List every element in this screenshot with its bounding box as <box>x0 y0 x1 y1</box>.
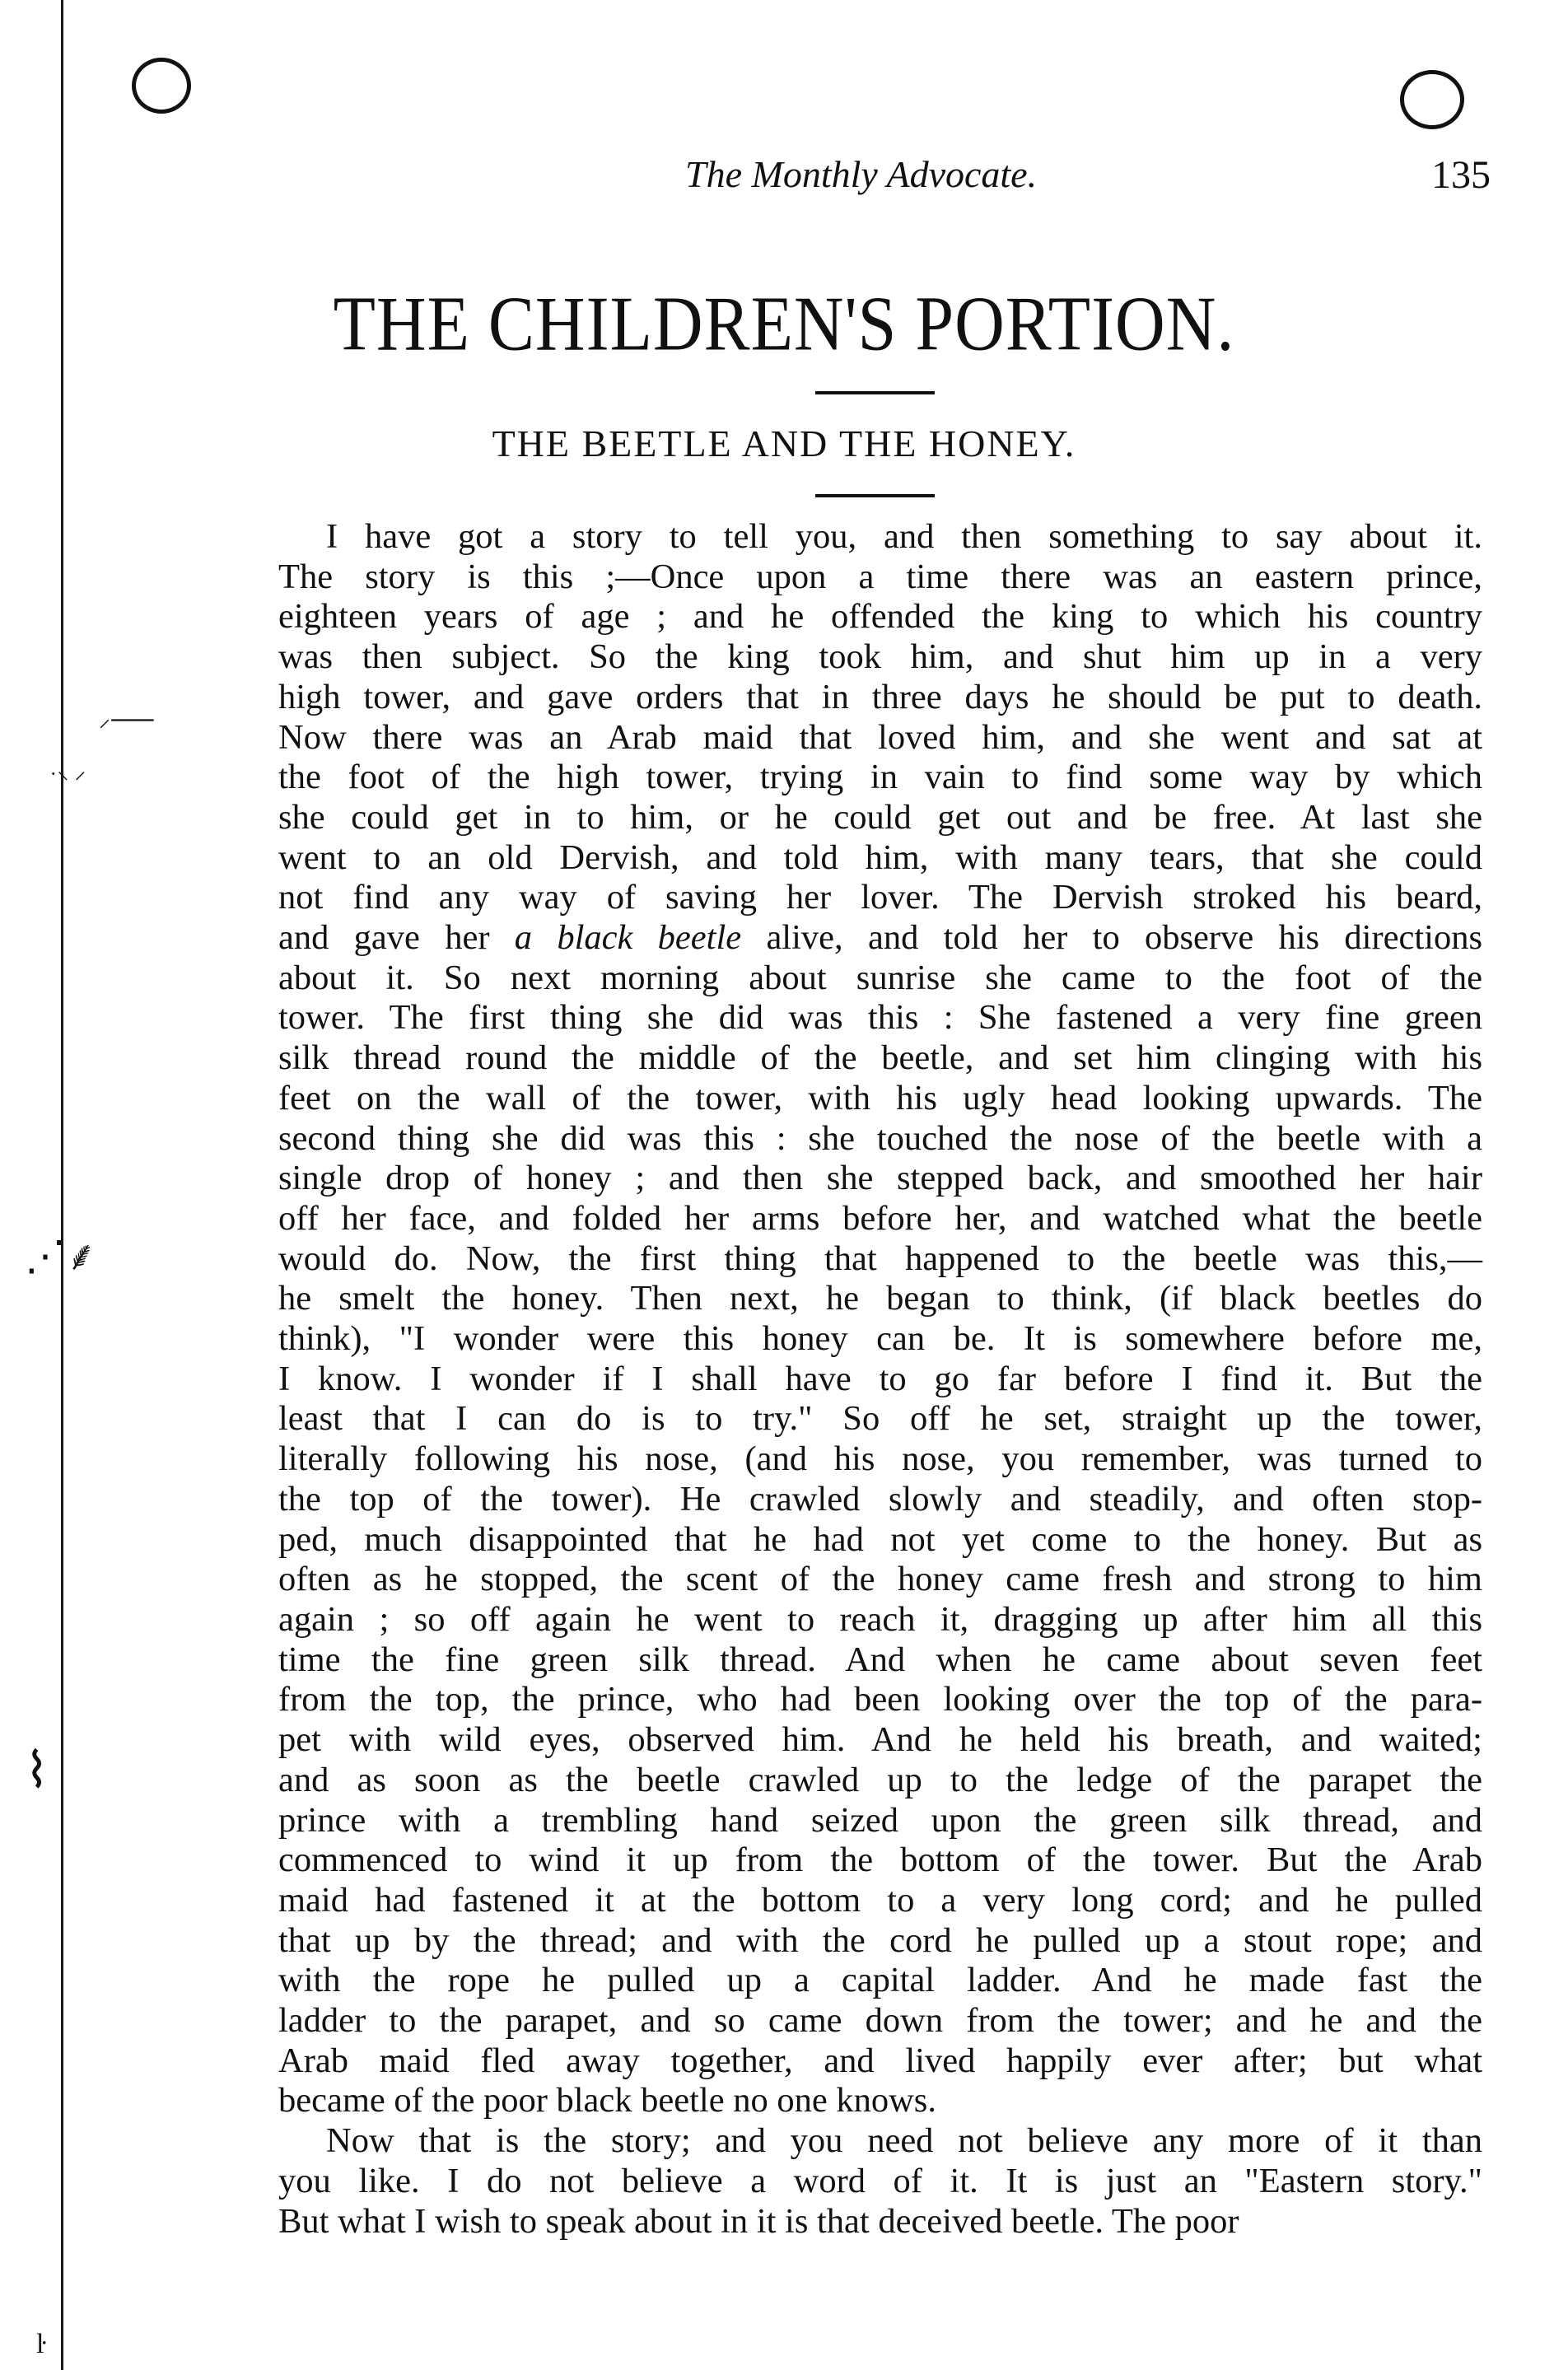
text-line: ped, much disappointed that he had not yet come to the honey. But as <box>278 1519 1482 1559</box>
text-line: became of the poor black beetle no one knows. <box>278 2081 936 2120</box>
text-line: high tower, and gave orders that in three days he should be put to death. <box>278 677 1482 716</box>
text-line: again ; so off again he went to reach it, dragging up after him all this <box>278 1599 1482 1639</box>
section-title: THE CHILDREN'S PORTION. <box>333 281 1235 367</box>
page-number: 135 <box>1431 153 1491 197</box>
text-line: pet with wild eyes, observed him. And he held his breath, and waited; <box>278 1720 1482 1760</box>
text-line: from the top, the prince, who had been looking over the top of the para- <box>278 1680 1482 1719</box>
text-line: often as he stopped, the scent of the honey came fresh and strong to him <box>278 1560 1482 1599</box>
text-line: Arab maid fled away together, and lived happily ever after; but what <box>278 2041 1482 2080</box>
text-line: Now that is the story; and you need not believe any more of it than <box>326 2121 1482 2161</box>
paragraph-1 <box>278 517 1482 2121</box>
text-line: prince with a trembling hand seized upon the green silk thread, and <box>278 1800 1482 1840</box>
text-line: and as soon as the beetle crawled up to the ledge of the parapet the <box>278 1760 1482 1799</box>
text-line: that up by the thread; and with the cord he pulled up a stout rope; and <box>278 1920 1482 1960</box>
text-line: The story is this ;—Once upon a time there was an eastern prince, <box>278 557 1482 596</box>
running-head <box>0 152 1568 202</box>
text-line: Now there was an Arab maid that loved him, and she went and sat at <box>278 717 1482 757</box>
punch-hole-right <box>1400 70 1464 129</box>
text-line: went to an old Dervish, and told him, with many tears, that she could <box>278 837 1482 877</box>
italic-phrase: a black beetle <box>514 918 742 958</box>
text-line: single drop of honey ; and then she stepped back, and smoothed her hair <box>278 1159 1482 1198</box>
text-line: time the fine green silk thread. And when he came about seven feet <box>278 1640 1482 1679</box>
text-line: was then subject. So the king took him, and shut him up in a very <box>278 637 1482 677</box>
journal-title: The Monthly Advocate. <box>685 153 1038 195</box>
paragraph-2 <box>278 2121 1482 2242</box>
text-line: the top of the tower). He crawled slowly and steadily, and often stop- <box>278 1479 1482 1519</box>
story-title: THE BEETLE AND THE HONEY. <box>492 422 1076 464</box>
text-line: off her face, and folded her arms before her, and watched what the beetle <box>278 1198 1482 1238</box>
text-line: ladder to the parapet, and so came down from the tower; and he and the <box>278 2001 1482 2041</box>
text-line: commenced to wind it up from the bottom of the tower. But the Arab <box>278 1840 1482 1880</box>
text-line: the foot of the high tower, trying in vain to find some way by which <box>278 758 1482 797</box>
text-line: literally following his nose, (and his nose, you remember, was turned to <box>278 1439 1482 1479</box>
text-line: not find any way of saving her lover. The Dervish stroked his beard, <box>278 878 1482 917</box>
margin-mark: ⋰⸙ <box>25 1233 97 1279</box>
margin-mark: ŀ <box>36 2329 46 2359</box>
text-line: and gave her a black beetle alive, and told her to observe his directions <box>278 918 1482 958</box>
punch-hole-left <box>132 58 191 114</box>
margin-mark: ˙⸌ ⸍ <box>49 768 86 794</box>
story-body <box>278 517 1482 2242</box>
text-line: silk thread round the middle of the beetle, and set him clinging with his <box>278 1038 1482 1078</box>
subtitle-rule <box>815 494 935 497</box>
margin-mark: ⌇ <box>25 1743 49 1798</box>
text-line: with the rope he pulled up a capital ladder. And he made fast the <box>278 1961 1482 2000</box>
text-line: maid had fastened it at the bottom to a very long cord; and he pulled <box>278 1880 1482 1920</box>
text-line: tower. The first thing she did was this : She fastened a very fine green <box>278 998 1482 1038</box>
text-line: I know. I wonder if I shall have to go far before I find it. But the <box>278 1359 1482 1398</box>
text-line: I have got a story to tell you, and then something to say about it. <box>326 517 1482 556</box>
text-line: second thing she did was this : she touched the nose of the beetle with a <box>278 1118 1482 1158</box>
text-line: she could get in to him, or he could get out and be free. At last she <box>278 797 1482 837</box>
margin-mark: ⸝⸺ <box>99 707 155 732</box>
text-line: eighteen years of age ; and he offended the king to which his country <box>278 597 1482 637</box>
text-line: about it. So next morning about sunrise she came to the foot of the <box>278 958 1482 997</box>
text-line: think), "I wonder were this honey can be. It is somewhere before me, <box>278 1319 1482 1359</box>
text-line: least that I can do is to try." So off he set, straight up the tower, <box>278 1399 1482 1439</box>
text-line: feet on the wall of the tower, with his ugly head looking upwards. The <box>278 1078 1482 1117</box>
title-rule <box>815 391 935 394</box>
text-line: But what I wish to speak about in it is that deceived beetle. The poor <box>278 2201 1239 2241</box>
text-line: would do. Now, the first thing that happened to the beetle was this,— <box>278 1239 1482 1278</box>
text-line: he smelt the honey. Then next, he began to think, (if black beetles do <box>278 1279 1482 1318</box>
text-line: you like. I do not believe a word of it. It is just an "Eastern story." <box>278 2161 1482 2200</box>
